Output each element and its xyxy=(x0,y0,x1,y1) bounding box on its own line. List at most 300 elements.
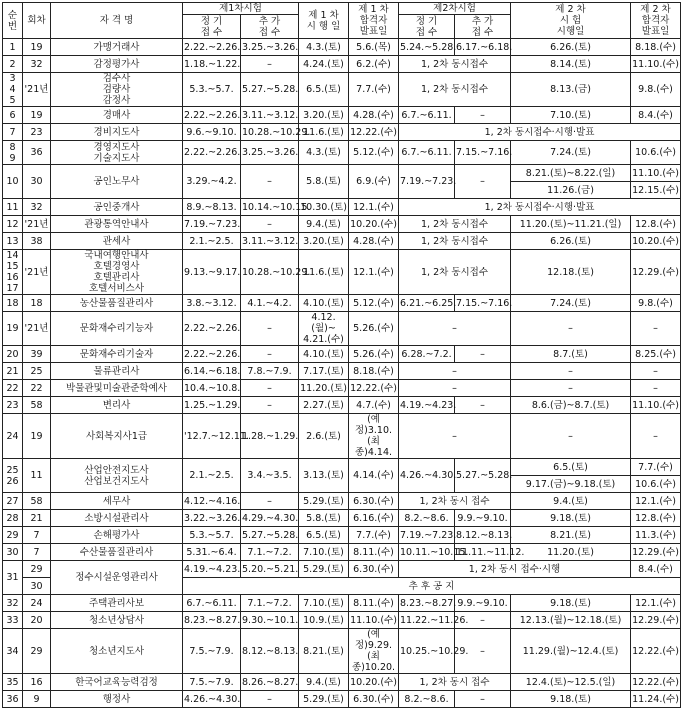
row-second-reg-normal: 10.11.~10.15. xyxy=(399,544,455,561)
row-second-reg-normal: 6.28.~7.2. xyxy=(399,346,455,363)
row-first-reg-normal: 7.5.~7.9. xyxy=(183,629,241,674)
row-first-reg-normal: 3.29.~4.2. xyxy=(183,165,241,199)
row-first-reg-extra: 4.1.~4.2. xyxy=(241,295,299,312)
row-first-result: 5.26.(수) xyxy=(349,346,399,363)
row-first-reg-extra: – xyxy=(241,165,299,199)
row-second-result: – xyxy=(631,380,681,397)
header-first-reg-extra: 추 가 접 수 xyxy=(241,15,299,39)
row-second-result: 9.8.(수) xyxy=(631,295,681,312)
row-first-exam-date: 11.6.(토) xyxy=(299,250,349,295)
row-no: 29 xyxy=(3,527,23,544)
row-no: 32 xyxy=(3,595,23,612)
row-qualification: 수산물품질관리사 xyxy=(51,544,183,561)
row-second-reg-normal: 7.19.~7.23. xyxy=(399,165,455,199)
row-second-exam-date: 12.13.(월)~12.18.(토) xyxy=(511,612,631,629)
row-first-reg-extra: 3.4.~3.5. xyxy=(241,459,299,493)
row-first-result: 8.11.(수) xyxy=(349,595,399,612)
row-first-result: 4.28.(수) xyxy=(349,107,399,124)
row-no: 35 xyxy=(3,674,23,691)
row-qualification: 사회복지사1급 xyxy=(51,414,183,459)
row-second-reg-normal: 8.2.~8.6. xyxy=(399,691,455,708)
row-first-result: 10.20.(수) xyxy=(349,674,399,691)
row-second-reg-normal: 8.2.~8.6. xyxy=(399,510,455,527)
row-first-result: 6.9.(수) xyxy=(349,165,399,199)
row-no: 23 xyxy=(3,397,23,414)
row-first-reg-normal: 2.22.~2.26. xyxy=(183,141,241,165)
row-first-exam-date: 6.5.(토) xyxy=(299,527,349,544)
row-first-reg-extra: 7.8.~7.9. xyxy=(241,363,299,380)
row-first-reg-normal: '12.7.~12.11. xyxy=(183,414,241,459)
row-first-reg-extra: – xyxy=(241,397,299,414)
row-first-reg-extra: – xyxy=(241,56,299,73)
row-second-reg-extra: 9.9.~9.10. xyxy=(455,510,511,527)
table-row xyxy=(3,295,681,312)
exam-schedule-table xyxy=(2,2,681,708)
row-second-result: 9.8.(수) xyxy=(631,73,681,107)
row-round: 19 xyxy=(23,107,51,124)
row-second-reg-normal: 4.19.~4.23. xyxy=(399,397,455,414)
row-first-reg-normal: 5.3.~5.7. xyxy=(183,73,241,107)
row-round: 38 xyxy=(23,233,51,250)
row-no: 30 xyxy=(3,544,23,561)
row-first-reg-extra: 4.29.~4.30. xyxy=(241,510,299,527)
row-round: 32 xyxy=(23,199,51,216)
row-first-reg-normal: 2.22.~2.26. xyxy=(183,312,241,346)
row-qualification: 세무사 xyxy=(51,493,183,510)
row-second-reg-normal: 10.25.~10.29. xyxy=(399,629,455,674)
row-no: 33 xyxy=(3,612,23,629)
row-round: 58 xyxy=(23,493,51,510)
row-qualification: 정수시설운영관리사 xyxy=(51,561,183,595)
row-second-reg-normal: 8.23.~8.27. xyxy=(399,595,455,612)
row-first-exam-date: 5.29.(토) xyxy=(299,691,349,708)
row-no: 12 xyxy=(3,216,23,233)
table-row xyxy=(3,414,681,459)
row-round: 7 xyxy=(23,527,51,544)
row-second-exam-date: 9.18.(토) xyxy=(511,691,631,708)
row-first-result: 7.7.(수) xyxy=(349,527,399,544)
row-round: 24 xyxy=(23,595,51,612)
row-second-reg-extra: 5.27.~5.28. xyxy=(455,459,511,493)
row-second-result: 10.20.(수) xyxy=(631,233,681,250)
row-second-exam-date: 12.4.(토)~12.5.(일) xyxy=(511,674,631,691)
row-combined-note: 1, 2차 동시 접수 xyxy=(399,674,511,691)
row-second-reg-normal: 5.24.~5.28. xyxy=(399,39,455,56)
row-first-exam-date: 4.24.(토) xyxy=(299,56,349,73)
row-second-reg-extra: 9.9.~9.10. xyxy=(455,595,511,612)
row-first-reg-extra: – xyxy=(241,312,299,346)
row-round: 11 xyxy=(23,459,51,493)
row-first-result: 5.6.(목) xyxy=(349,39,399,56)
row-second-result: 12.29.(수) xyxy=(631,612,681,629)
row-no: 18 xyxy=(3,295,23,312)
row-second-result: 8.18.(수) xyxy=(631,39,681,56)
table-row xyxy=(3,312,681,346)
table-row xyxy=(3,493,681,510)
header-no: 순 번 xyxy=(3,3,23,39)
row-no: 11 xyxy=(3,199,23,216)
row-first-reg-normal: 1.18.~1.22. xyxy=(183,56,241,73)
row-second-reg-extra: 7.15.~7.16. xyxy=(455,141,511,165)
row-qualification: 문화재수리기능자 xyxy=(51,312,183,346)
row-first-reg-normal: 2.22.~2.26. xyxy=(183,346,241,363)
row-first-result: 12.1.(수) xyxy=(349,250,399,295)
row-second-result: 12.22.(수) xyxy=(631,674,681,691)
row-first-result: 6.30.(수) xyxy=(349,691,399,708)
row-second-reg-extra: – xyxy=(455,107,511,124)
row-qualification: 농산물품질관리사 xyxy=(51,295,183,312)
row-qualification: 공인중개사 xyxy=(51,199,183,216)
header-second-result: 제 2 차 합격자 발표일 xyxy=(631,3,681,39)
row-first-exam-date: 4.10.(토) xyxy=(299,346,349,363)
row-round: '21년 xyxy=(23,312,51,346)
row-first-exam-date: 4.12.(월)~ 4.21.(수) xyxy=(299,312,349,346)
row-first-result: 8.18.(수) xyxy=(349,363,399,380)
row-second-reg-extra: – xyxy=(455,612,511,629)
row-first-exam-date: 9.4.(토) xyxy=(299,674,349,691)
row-round: 29 xyxy=(23,561,51,578)
table-row xyxy=(3,629,681,674)
row-first-reg-extra: 7.1.~7.2. xyxy=(241,595,299,612)
row-second-exam-date: 6.26.(토) xyxy=(511,233,631,250)
row-first-reg-extra: 8.12.~8.13. xyxy=(241,629,299,674)
row-first-result: 12.1.(수) xyxy=(349,199,399,216)
row-first-exam-date: 3.13.(토) xyxy=(299,459,349,493)
row-second-exam-date: 9.4.(토) xyxy=(511,493,631,510)
table-row xyxy=(3,397,681,414)
row-first-reg-extra: 5.20.~5.21. xyxy=(241,561,299,578)
row-no: 28 xyxy=(3,510,23,527)
row-second-reg-extra: 6.17.~6.18. xyxy=(455,39,511,56)
row-no: 2 xyxy=(3,56,23,73)
row-second-result: – xyxy=(631,414,681,459)
row-first-result: 6.2.(수) xyxy=(349,56,399,73)
row-second-reg: – xyxy=(399,312,511,346)
table-row xyxy=(3,544,681,561)
row-no: 8 9 xyxy=(3,141,23,165)
row-round: 21 xyxy=(23,510,51,527)
table-row xyxy=(3,595,681,612)
row-first-reg-normal: 7.19.~7.23. xyxy=(183,216,241,233)
row-second-exam-date: 11.20.(토)~11.21.(일) xyxy=(511,216,631,233)
row-second-reg-normal: 4.26.~4.30. xyxy=(399,459,455,493)
row-qualification: 주택관리사보 xyxy=(51,595,183,612)
row-no: 25 26 xyxy=(3,459,23,493)
row-second-exam-date: 8.6.(금)~8.7.(토) xyxy=(511,397,631,414)
row-first-exam-date: 5.8.(토) xyxy=(299,165,349,199)
row-first-reg-normal: 10.4.~10.8. xyxy=(183,380,241,397)
row-first-result: 12.22.(수) xyxy=(349,124,399,141)
row-second-reg-extra: 8.12.~8.13. xyxy=(455,527,511,544)
row-qualification: 청소년지도사 xyxy=(51,629,183,674)
header-second-reg-extra: 추 가 접 수 xyxy=(455,15,511,39)
row-round: 25 xyxy=(23,363,51,380)
row-no: 36 xyxy=(3,691,23,708)
row-no: 31 xyxy=(3,561,23,595)
row-round: 39 xyxy=(23,346,51,363)
row-qualification: 한국어교육능력검정 xyxy=(51,674,183,691)
row-first-result: 4.7.(수) xyxy=(349,397,399,414)
row-first-result: 12.22.(수) xyxy=(349,380,399,397)
table-row xyxy=(3,527,681,544)
row-first-exam-date: 6.5.(토) xyxy=(299,73,349,107)
row-second-result: 12.29.(수) xyxy=(631,544,681,561)
row-first-result: 5.12.(수) xyxy=(349,141,399,165)
row-qualification: 손해평가사 xyxy=(51,527,183,544)
row-first-reg-normal: 9.6.~9.10. xyxy=(183,124,241,141)
row-second-exam-date: – xyxy=(511,312,631,346)
row-second-reg: – xyxy=(399,363,511,380)
row-qualification: 박물관및미술관준학예사 xyxy=(51,380,183,397)
row-second-reg-extra: 11.11.~11.12. xyxy=(455,544,511,561)
row-no: 27 xyxy=(3,493,23,510)
row-qualification: 관세사 xyxy=(51,233,183,250)
row-second-exam-date: 8.21.(토)~8.22.(일) xyxy=(511,165,631,182)
row-first-reg-extra: 8.26.~8.27. xyxy=(241,674,299,691)
header-second-exam: 제2차시험 xyxy=(399,3,511,15)
row-first-reg-normal: 8.9.~8.13. xyxy=(183,199,241,216)
row-second-result: 12.1.(수) xyxy=(631,493,681,510)
row-first-exam-date: 4.3.(토) xyxy=(299,39,349,56)
row-first-reg-extra: – xyxy=(241,493,299,510)
row-combined-note: 1, 2차 동시접수 xyxy=(399,73,511,107)
row-first-reg-normal: 6.14.~6.18. xyxy=(183,363,241,380)
row-qualification: 산업안전지도사 산업보건지도사 xyxy=(51,459,183,493)
row-first-exam-date: 5.29.(토) xyxy=(299,493,349,510)
row-second-exam-date: 6.5.(토) xyxy=(511,459,631,476)
table-row xyxy=(3,124,681,141)
row-second-exam-date: 8.14.(토) xyxy=(511,56,631,73)
row-first-reg-extra: – xyxy=(241,346,299,363)
row-round: 30 xyxy=(23,165,51,199)
row-first-exam-date: 7.10.(토) xyxy=(299,544,349,561)
row-first-exam-date: 4.10.(토) xyxy=(299,295,349,312)
row-first-reg-normal: 5.31.~6.4. xyxy=(183,544,241,561)
row-second-reg-normal: 7.19.~7.23. xyxy=(399,527,455,544)
row-first-exam-date: 10.30.(토) xyxy=(299,199,349,216)
row-round: '21년 xyxy=(23,216,51,233)
header-first-exam-date: 제 1 차 시 행 일 xyxy=(299,3,349,39)
row-round: 19 xyxy=(23,39,51,56)
table-row xyxy=(3,39,681,56)
row-first-reg-normal: 2.22.~2.26. xyxy=(183,107,241,124)
row-first-reg-extra: 10.28.~10.29. xyxy=(241,250,299,295)
table-row xyxy=(3,459,681,476)
row-first-exam-date: 3.20.(토) xyxy=(299,107,349,124)
row-second-reg-extra: – xyxy=(455,629,511,674)
row-first-reg-extra: 1.28.~1.29. xyxy=(241,414,299,459)
row-round: 9 xyxy=(23,691,51,708)
row-first-reg-extra: – xyxy=(241,380,299,397)
header-qualification: 자 격 명 xyxy=(51,3,183,39)
table-row xyxy=(3,73,681,107)
row-second-result: 12.22.(수) xyxy=(631,629,681,674)
row-no: 21 xyxy=(3,363,23,380)
table-row xyxy=(3,380,681,397)
row-first-exam-date: 7.10.(토) xyxy=(299,595,349,612)
row-second-exam-date: 8.13.(금) xyxy=(511,73,631,107)
header-round: 회차 xyxy=(23,3,51,39)
row-first-result: 10.20.(수) xyxy=(349,216,399,233)
row-second-result: 12.1.(수) xyxy=(631,595,681,612)
table-row xyxy=(3,691,681,708)
row-first-reg-extra: 10.28.~10.29. xyxy=(241,124,299,141)
table-row xyxy=(3,346,681,363)
row-qualification: 감정평가사 xyxy=(51,56,183,73)
row-first-exam-date: 11.20.(토) xyxy=(299,380,349,397)
row-round: '21년 xyxy=(23,73,51,107)
row-qualification: 소방시설관리사 xyxy=(51,510,183,527)
row-first-result: 5.26.(수) xyxy=(349,312,399,346)
table-row xyxy=(3,363,681,380)
row-first-reg-extra: 10.14.~10.15. xyxy=(241,199,299,216)
row-first-result: 5.12.(수) xyxy=(349,295,399,312)
row-qualification: 청소년상담사 xyxy=(51,612,183,629)
row-second-result: 10.6.(수) xyxy=(631,476,681,493)
row-second-exam-date: 12.18.(토) xyxy=(511,250,631,295)
row-second-exam-date: – xyxy=(511,414,631,459)
row-second-result: – xyxy=(631,312,681,346)
row-round: 23 xyxy=(23,124,51,141)
row-second-exam-date: 8.21.(토) xyxy=(511,527,631,544)
table-row xyxy=(3,674,681,691)
row-round: 58 xyxy=(23,397,51,414)
row-round: 32 xyxy=(23,56,51,73)
table-row xyxy=(3,561,681,578)
row-second-result: 12.15.(수) xyxy=(631,182,681,199)
row-first-reg-normal: 8.23.~8.27. xyxy=(183,612,241,629)
row-second-exam-date: 7.10.(토) xyxy=(511,107,631,124)
table-row xyxy=(3,216,681,233)
row-no: 1 xyxy=(3,39,23,56)
table-row xyxy=(3,250,681,295)
table-row xyxy=(3,199,681,216)
row-combined-note: 1, 2차 동시접수 xyxy=(399,250,511,295)
row-round: 20 xyxy=(23,612,51,629)
row-second-result: 7.7.(수) xyxy=(631,459,681,476)
row-qualification: 문화재수리기술자 xyxy=(51,346,183,363)
table-row xyxy=(3,141,681,165)
row-first-result: 8.11.(수) xyxy=(349,544,399,561)
row-second-result: – xyxy=(631,363,681,380)
row-first-exam-date: 2.6.(토) xyxy=(299,414,349,459)
row-first-reg-normal: 2.1.~2.5. xyxy=(183,459,241,493)
table-header xyxy=(3,3,681,39)
row-second-result: 12.8.(수) xyxy=(631,216,681,233)
row-qualification: 관광통역안내사 xyxy=(51,216,183,233)
row-round: 30 xyxy=(23,578,51,595)
header-first-result: 제 1 차 합격자 발표일 xyxy=(349,3,399,39)
header-second-exam-date: 제 2 차 시 험 시행일 xyxy=(511,3,631,39)
row-first-reg-extra: 7.1.~7.2. xyxy=(241,544,299,561)
row-second-result: 10.6.(수) xyxy=(631,141,681,165)
row-second-result: 8.25.(수) xyxy=(631,346,681,363)
row-second-exam-date: 11.26.(금) xyxy=(511,182,631,199)
row-first-reg-normal: 3.22.~3.26. xyxy=(183,510,241,527)
row-first-reg-normal: 1.25.~1.29. xyxy=(183,397,241,414)
header-first-exam: 제1차시험 xyxy=(183,3,299,15)
row-first-reg-normal: 4.26.~4.30. xyxy=(183,691,241,708)
row-first-reg-extra: 3.25.~3.26. xyxy=(241,141,299,165)
row-round: 16 xyxy=(23,674,51,691)
row-qualification: 공인노무사 xyxy=(51,165,183,199)
row-first-reg-normal: 4.12.~4.16. xyxy=(183,493,241,510)
row-qualification: 변리사 xyxy=(51,397,183,414)
row-qualification: 가맹거래사 xyxy=(51,39,183,56)
header-first-reg-normal: 정 기 접 수 xyxy=(183,15,241,39)
row-second-reg: – xyxy=(399,380,511,397)
row-second-result: 11.10.(수) xyxy=(631,165,681,182)
row-combined-note: 1, 2차 동시접수 xyxy=(399,56,511,73)
row-second-result: 11.3.(수) xyxy=(631,527,681,544)
table-body xyxy=(3,39,681,708)
row-second-exam-date: 8.7.(토) xyxy=(511,346,631,363)
row-first-exam-date: 4.3.(토) xyxy=(299,141,349,165)
row-second-exam-date: 7.24.(토) xyxy=(511,295,631,312)
row-first-result: 4.28.(수) xyxy=(349,233,399,250)
row-first-result: (예정)9.29. (최종)10.20. xyxy=(349,629,399,674)
row-second-reg: – xyxy=(399,414,511,459)
row-second-exam-date: 11.20.(토) xyxy=(511,544,631,561)
row-no: 6 xyxy=(3,107,23,124)
row-second-exam-date: – xyxy=(511,380,631,397)
row-first-reg-extra: 3.11.~3.12. xyxy=(241,107,299,124)
row-second-result: 12.29.(수) xyxy=(631,250,681,295)
row-round: 36 xyxy=(23,141,51,165)
row-second-result: 11.10.(수) xyxy=(631,397,681,414)
header-second-reg-normal: 정 기 접 수 xyxy=(399,15,455,39)
row-first-reg-normal: 4.19.~4.23. xyxy=(183,561,241,578)
row-second-exam-date: 11.29.(월)~12.4.(토) xyxy=(511,629,631,674)
table-row xyxy=(3,233,681,250)
row-no: 19 xyxy=(3,312,23,346)
row-first-reg-extra: 3.25.~3.26. xyxy=(241,39,299,56)
row-combined-note: 1, 2차 동시접수 xyxy=(399,216,511,233)
row-first-exam-date: 3.20.(토) xyxy=(299,233,349,250)
row-qualification: 물류관리사 xyxy=(51,363,183,380)
row-first-reg-normal: 2.22.~2.26. xyxy=(183,39,241,56)
row-first-reg-extra: – xyxy=(241,691,299,708)
row-combined-note: 1, 2차 동시접수·시행·발표 xyxy=(399,199,681,216)
table-row xyxy=(3,612,681,629)
row-first-reg-extra: 3.11.~3.12. xyxy=(241,233,299,250)
row-second-reg-normal: 6.21.~6.25. xyxy=(399,295,455,312)
row-second-exam-date: 7.24.(토) xyxy=(511,141,631,165)
row-first-exam-date: 5.8.(토) xyxy=(299,510,349,527)
row-round: 29 xyxy=(23,629,51,674)
row-second-reg-normal: 6.7.~6.11. xyxy=(399,141,455,165)
row-first-result: 6.30.(수) xyxy=(349,561,399,578)
row-first-result: (예정)3.10. (최종)4.14. xyxy=(349,414,399,459)
row-second-reg-extra: – xyxy=(455,165,511,199)
row-second-exam-date: 6.26.(토) xyxy=(511,39,631,56)
row-first-reg-normal: 9.13.~9.17. xyxy=(183,250,241,295)
row-first-result: 6.30.(수) xyxy=(349,493,399,510)
row-first-exam-date: 10.9.(토) xyxy=(299,612,349,629)
row-first-exam-date: 2.27.(토) xyxy=(299,397,349,414)
row-no: 22 xyxy=(3,380,23,397)
row-second-exam-date: 9.17.(금)~9.18.(토) xyxy=(511,476,631,493)
row-second-result: 11.24.(수) xyxy=(631,691,681,708)
row-round: 7 xyxy=(23,544,51,561)
table-row xyxy=(3,165,681,182)
row-first-exam-date: 7.17.(토) xyxy=(299,363,349,380)
row-round: 18 xyxy=(23,295,51,312)
row-second-result: 12.8.(수) xyxy=(631,510,681,527)
row-round: '21년 xyxy=(23,250,51,295)
row-first-result: 4.14.(수) xyxy=(349,459,399,493)
row-first-reg-normal: 5.3.~5.7. xyxy=(183,527,241,544)
